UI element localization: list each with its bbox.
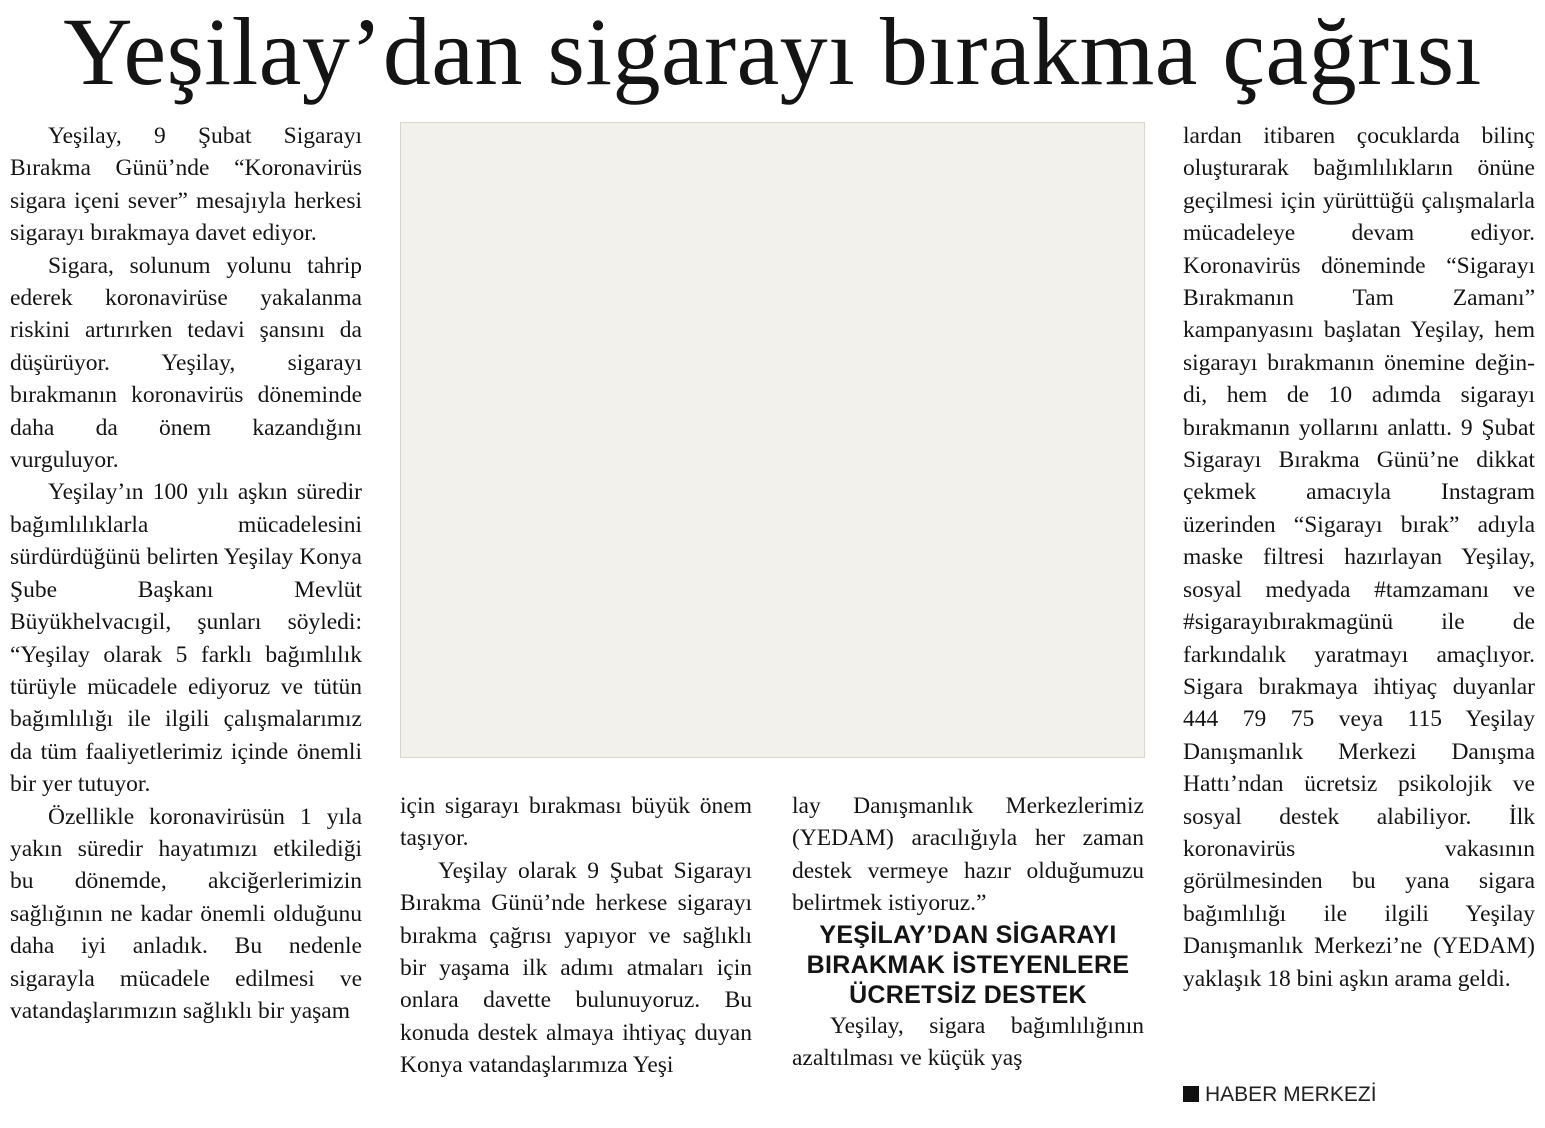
- article-column-1: [10, 120, 362, 1027]
- article-column-3: [792, 790, 1144, 1074]
- article-column-2: [400, 790, 752, 1082]
- paragraph: Yeşilay, 9 Şubat Sigarayı Bırakma Günü’nde “Koronavirüs sigara içeni sever” mesajıyla herkesi sigarayı bırakmaya davet ediyor.: [10, 123, 362, 247]
- paragraph: lardan itibaren çocuklarda bilinç oluşturarak bağımlılıkların önüne geçilmesi için yürüttüğü çalışmalarla mücadeleye devam ediyor. Koronavirüs döneminde “Sigarayı Bırakmanın Tam Zamanı” kampanyasını başlatan Yeşilay, hem sigarayı bırakmanın önemine değindi, hem de 10 adımda sigarayı bırakmanın yollarını anlattı. 9 Şubat Sigarayı Bırakma Günü’ne dikkat çekmek amacıyla Instagram üzerinden “Sigarayı bırak” adıyla maske filtresi hazırlayan Yeşilay, sosyal medyada #tamzamanı ve #sigarayıbırakmagünü ile de farkındalık yaratmayı amaçlıyor. Sigara bırakmaya ihtiyaç duyanlar 444 79 75 veya 115 Yeşilay Danışmanlık Merkezi Danışma Hattı’ndan ücretsiz psikolojik ve sosyal destek alabiliyor. İlk koronavirüs vakasının görülmesinden bu yana sigara bağımlılığı ile ilgili Yeşilay Danışmanlık Merkezi’ne (YEDAM) yaklaşık 18 bini aşkın arama geldi.: [1183, 123, 1535, 992]
- paragraph: için sigarayı bırakması büyük önem taşıyor.: [400, 793, 752, 852]
- paragraph: Sigara, solunum yolunu tahrip ederek koronavirüse yakalanma riskini artırırken tedavi şansını da düşürüyor. Yeşilay, sigarayı bırakmanın koronavirüs döneminde daha da önem kazandığını vurguluyor.: [10, 252, 362, 474]
- paragraph: Yeşilay olarak 9 Şubat Sigarayı Bırakma Günü’nde herkese sigarayı bırakma çağrısı yapıyor ve sağlıklı bir yaşama ilk adımı atmaları için onlara davette bulunuyoruz. Bu konuda destek almaya ihtiyaç duyan Konya vatandaşlarımıza Yeşi: [400, 857, 752, 1079]
- paragraph: Özellikle koronavirüsün 1 yıla yakın süredir hayatımızı etkilediği bu dönemde, akciğerlerimizin sağlığının ne kadar önemli olduğunu daha iyi anladık. Bu nedenle sigarayla mücadele edilmesi ve vatandaşlarımızın sağlıklı bir yaşam: [10, 803, 362, 1024]
- article-column-4: [1183, 120, 1535, 995]
- headline: Yeşilay’dan sigarayı bırakma çağrısı: [63, 0, 1482, 105]
- byline: [1183, 1082, 1377, 1108]
- byline-text: HABER MERKEZİ: [1205, 1083, 1377, 1106]
- subheading: YEŞİLAY’DAN SİGARAYI BIRAKMAK İSTEYENLERE ÜCRETSİZ DESTEK: [806, 920, 1130, 1009]
- paragraph: lay Danışmanlık Merkezlerimiz (YEDAM) aracılığıyla her zaman destek vermeye hazır olduğumuzu belirtmek istiyoruz.”: [792, 793, 1144, 917]
- square-bullet-icon: [1183, 1086, 1199, 1102]
- paragraph: Yeşilay’ın 100 yılı aşkın süredir bağımlılıklarla mücadelesini sürdürdüğünü belirten Yeşilay Konya Şube Başkanı Mevlüt Büyükhelvacıgil, şunları söyledi: “Yeşilay olarak 5 farklı bağımlılık türüyle mücadele ediyoruz ve tütün bağımlılığı ile ilgili çalışmalarımız da tüm faaliyetlerimiz içinde önemli bir yer tutuyor.: [10, 479, 362, 798]
- paragraph: Yeşilay, sigara bağımlılığının azaltılması ve küçük yaş: [792, 1012, 1144, 1072]
- article-photo: [400, 122, 1145, 758]
